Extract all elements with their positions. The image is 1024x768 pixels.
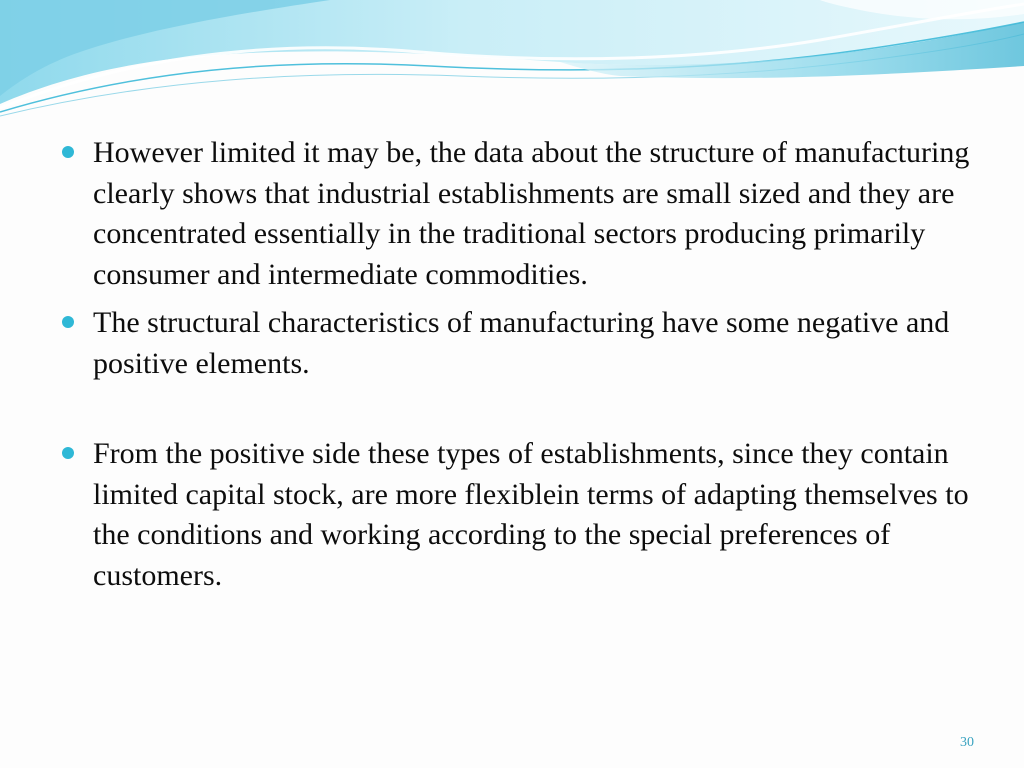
header-wave-decoration bbox=[0, 0, 1024, 120]
slide-number: 30 bbox=[960, 735, 974, 750]
bullet-item bbox=[62, 303, 972, 384]
bullet-item bbox=[62, 133, 972, 295]
bullet-dot-icon bbox=[62, 447, 74, 459]
bullet-list bbox=[62, 133, 972, 596]
bullet-item bbox=[62, 434, 972, 596]
bullet-text: However limited it may be, the data about the structure of manufacturing clearly shows that industrial establishments are small sized and they are concentrated essentially in the traditional sectors producing primarily consumer and intermediate commodities. bbox=[93, 136, 970, 291]
bullet-text: From the positive side these types of establishments, since they contain limited capital stock, are more flexiblein terms of adapting themselves to the conditions and working according to the special preferences of customers. bbox=[93, 437, 969, 592]
bullet-dot-icon bbox=[62, 316, 74, 328]
bullet-text: The structural characteristics of manufacturing have some negative and positive elements. bbox=[93, 306, 950, 380]
bullet-dot-icon bbox=[62, 146, 74, 158]
